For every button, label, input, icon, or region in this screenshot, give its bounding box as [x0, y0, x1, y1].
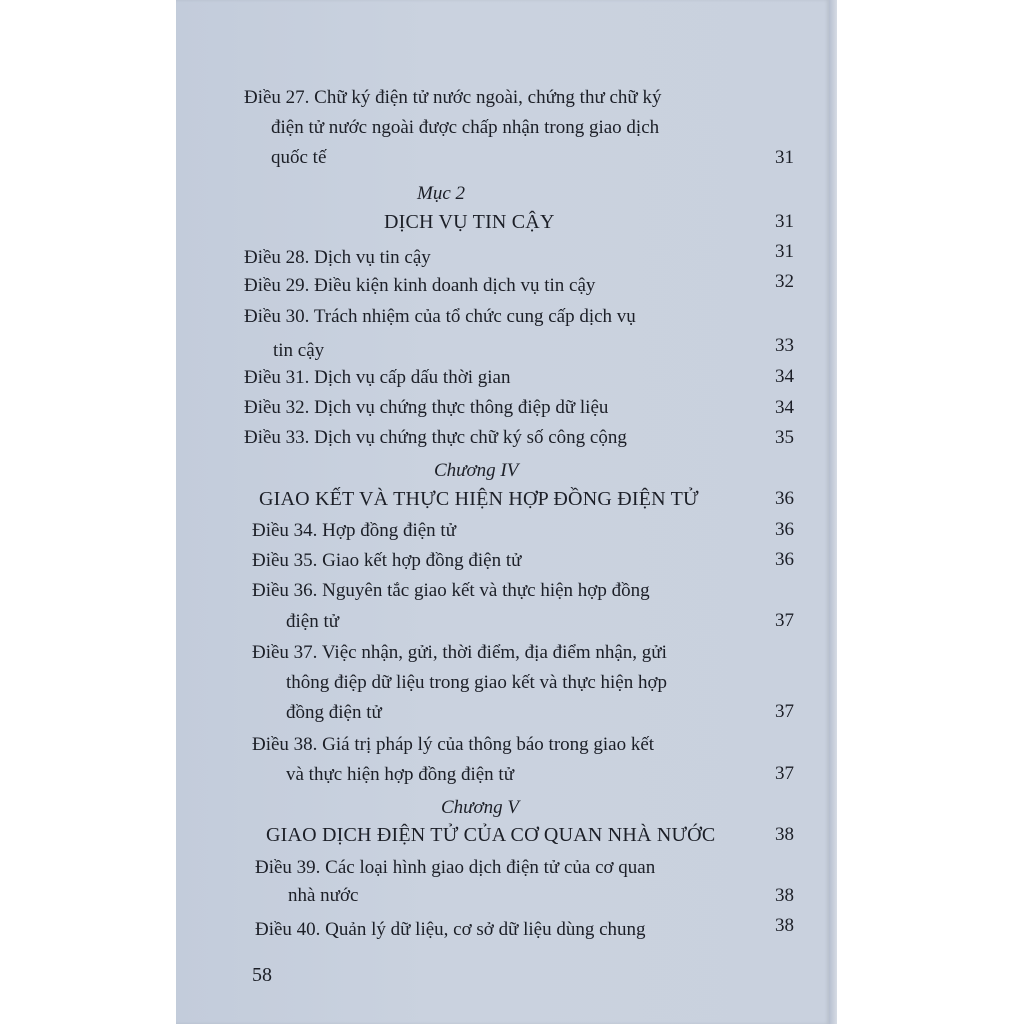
toc-entry-39-page: 38 [775, 885, 794, 906]
chapter-5-label: Chương V [441, 797, 520, 818]
toc-entry-27-line-3: quốc tế [271, 147, 327, 168]
toc-entry-30-line-2: tin cậy [273, 340, 325, 361]
toc-entry-39-line-1: Điều 39. Các loại hình giao dịch điện tử của cơ quan [255, 857, 656, 878]
toc-entry-35-page: 36 [775, 549, 794, 570]
chapter-5-page: 38 [775, 824, 794, 845]
toc-entry-29: Điều 29. Điều kiện kinh doanh dịch vụ tin cậy [244, 275, 596, 296]
toc-entry-39-line-2: nhà nước [288, 885, 359, 906]
toc-entry-33-page: 35 [775, 427, 794, 448]
toc-entry-31-page: 34 [775, 366, 794, 387]
toc-entry-37-page: 37 [775, 701, 794, 722]
toc-entry-33: Điều 33. Dịch vụ chứng thực chữ ký số công cộng [244, 427, 627, 448]
toc-entry-36-page: 37 [775, 610, 794, 631]
toc-entry-38-page: 37 [775, 763, 794, 784]
chapter-5-title: GIAO DỊCH ĐIỆN TỬ CỦA CƠ QUAN NHÀ NƯỚC [266, 824, 716, 846]
toc-entry-37-line-3: đồng điện tử [286, 702, 382, 723]
toc-entry-35: Điều 35. Giao kết hợp đồng điện tử [252, 550, 522, 571]
toc-entry-36-line-1: Điều 36. Nguyên tắc giao kết và thực hiện hợp đồng [252, 580, 650, 601]
toc-entry-32-page: 34 [775, 397, 794, 418]
toc-entry-32: Điều 32. Dịch vụ chứng thực thông điệp dữ liệu [244, 397, 609, 418]
toc-entry-27-line-1: Điều 27. Chữ ký điện tử nước ngoài, chứng thư chữ ký [244, 87, 662, 108]
toc-entry-28: Điều 28. Dịch vụ tin cậy [244, 247, 431, 268]
toc-entry-38-line-1: Điều 38. Giá trị pháp lý của thông báo trong giao kết [252, 734, 655, 755]
section-label: Mục 2 [417, 183, 466, 204]
chapter-4-label: Chương IV [434, 460, 519, 481]
toc-entry-28-page: 31 [775, 241, 794, 262]
toc-entry-30-page: 33 [775, 335, 794, 356]
toc-entry-37-line-1: Điều 37. Việc nhận, gửi, thời điểm, địa điểm nhận, gửi [252, 642, 667, 663]
section-title-page: 31 [775, 211, 794, 232]
toc-entry-34-page: 36 [775, 519, 794, 540]
toc-entry-40-page: 38 [775, 915, 794, 936]
toc-entry-29-page: 32 [775, 271, 794, 292]
toc-entry-31: Điều 31. Dịch vụ cấp dấu thời gian [244, 367, 511, 388]
chapter-4-page: 36 [775, 488, 794, 509]
toc-entry-36-line-2: điện tử [286, 611, 340, 632]
toc-entry-30-line-1: Điều 30. Trách nhiệm của tổ chức cung cấp dịch vụ [244, 306, 636, 327]
toc-entry-27-page: 31 [775, 147, 794, 168]
page-edge [829, 0, 837, 1024]
toc-entry-37-line-2: thông điệp dữ liệu trong giao kết và thực hiện hợp [286, 672, 668, 693]
toc-entry-34: Điều 34. Hợp đồng điện tử [252, 520, 456, 541]
toc-entry-40: Điều 40. Quản lý dữ liệu, cơ sở dữ liệu dùng chung [255, 919, 646, 940]
chapter-4-title: GIAO KẾT VÀ THỰC HIỆN HỢP ĐỒNG ĐIỆN TỬ [259, 488, 699, 510]
toc-entry-27-line-2: điện tử nước ngoài được chấp nhận trong giao dịch [271, 117, 660, 138]
toc-entry-38-line-2: và thực hiện hợp đồng điện tử [286, 764, 514, 785]
page-number: 58 [252, 964, 272, 986]
section-title: DỊCH VỤ TIN CẬY [384, 211, 555, 233]
